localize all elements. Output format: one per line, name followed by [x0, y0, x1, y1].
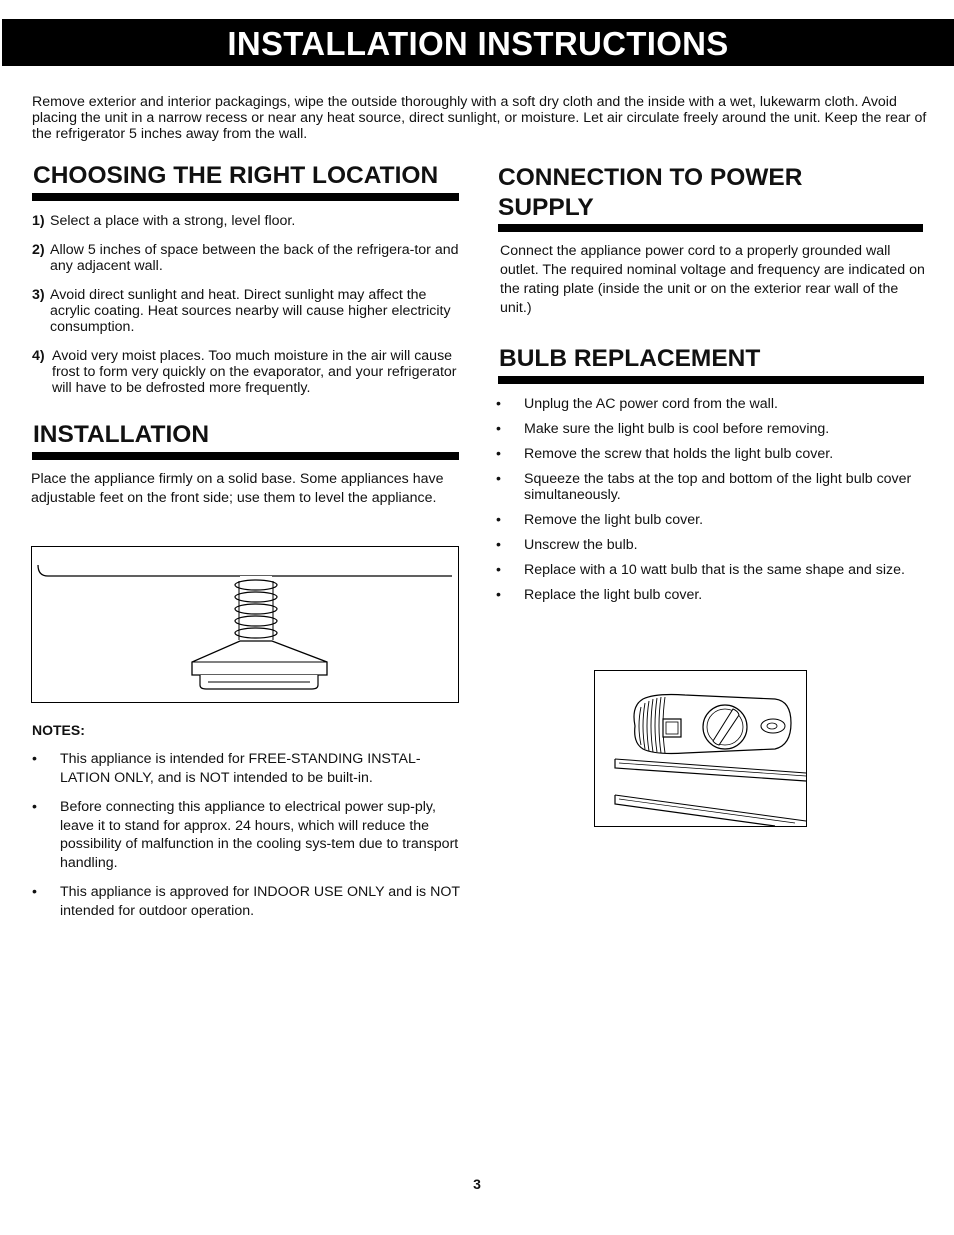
location-list — [32, 213, 462, 409]
list-item: • Replace the light bulb cover. — [496, 587, 703, 603]
list-item: • Remove the screw that holds the light bulb cover. — [496, 446, 834, 462]
power-paragraph: Connect the appliance power cord to a properly grounded wall outlet. The required nominal voltage and frequency are indicated on the rating plate (inside the unit or on the exterior rear wall of the unit.) — [500, 243, 925, 316]
location-heading-rule — [32, 193, 459, 201]
bulb-steps-list — [496, 396, 920, 612]
location-heading: CHOOSING THE RIGHT LOCATION — [33, 162, 439, 189]
list-item: • This appliance is approved for INDOOR USE ONLY and is NOT intended for outdoor operation. — [32, 884, 460, 919]
list-item: • Squeeze the tabs at the top and bottom of the light bulb cover simultaneously. — [496, 471, 912, 503]
list-item: • Make sure the light bulb is cool before removing. — [496, 421, 830, 437]
page-title: INSTALLATION INSTRUCTIONS — [227, 25, 729, 62]
light-bulb-cover-figure — [594, 670, 807, 827]
list-item: 1) Select a place with a strong, level floor. — [32, 213, 296, 229]
list-item: • Before connecting this appliance to electrical power sup-ply, leave it to stand for approx. 24 hours, which will reduce the possibility of malfunction in the cooling sys-tem due to transport handling. — [32, 799, 459, 871]
list-item: 3) Avoid direct sunlight and heat. Direct sunlight may affect the acrylic coating. Heat sources nearby will cause higher electricity consumption. — [32, 287, 451, 335]
power-heading-rule — [498, 224, 923, 232]
power-heading: CONNECTION TO POWER SUPPLY — [498, 164, 803, 221]
list-item: • Unplug the AC power cord from the wall. — [496, 396, 778, 412]
light-bulb-cover-illustration — [595, 671, 806, 826]
list-item: • Replace with a 10 watt bulb that is the same shape and size. — [496, 562, 905, 578]
installation-heading: INSTALLATION — [33, 421, 210, 448]
bulb-heading: BULB REPLACEMENT — [499, 345, 761, 372]
bulb-heading-rule — [498, 376, 924, 384]
notes-heading: NOTES: — [32, 722, 85, 738]
notes-list — [32, 750, 462, 931]
installation-heading-rule — [32, 452, 459, 460]
leveling-foot-illustration — [32, 547, 458, 702]
list-item: • Remove the light bulb cover. — [496, 512, 704, 528]
list-item: • Unscrew the bulb. — [496, 537, 638, 553]
title-banner — [2, 19, 954, 66]
list-item: 2) Allow 5 inches of space between the back of the refrigera-tor and any adjacent wall. — [32, 242, 459, 274]
leveling-foot-figure — [31, 546, 459, 703]
page-number: 3 — [473, 1176, 481, 1192]
installation-paragraph: Place the appliance firmly on a solid base. Some appliances have adjustable feet on the front side; use them to level the appliance. — [31, 471, 444, 506]
list-item: • This appliance is intended for FREE-STANDING INSTAL-LATION ONLY, and is NOT intended to be built-in. — [32, 751, 421, 786]
intro-paragraph: Remove exterior and interior packagings, wipe the outside thoroughly with a soft dry cloth and the inside with a wet, lukewarm cloth. Avoid placing the unit in a narrow recess or near any heat source, direct sunlight, or moisture. Let air circulate freely around the unit. Keep the rear of the refrigerator 5 inches away from the wall. — [32, 94, 927, 142]
list-item: 4) Avoid very moist places. Too much moisture in the air will cause frost to form very quickly on the evaporator, and your refrigerator will have to be defrosted more frequently. — [32, 348, 457, 396]
